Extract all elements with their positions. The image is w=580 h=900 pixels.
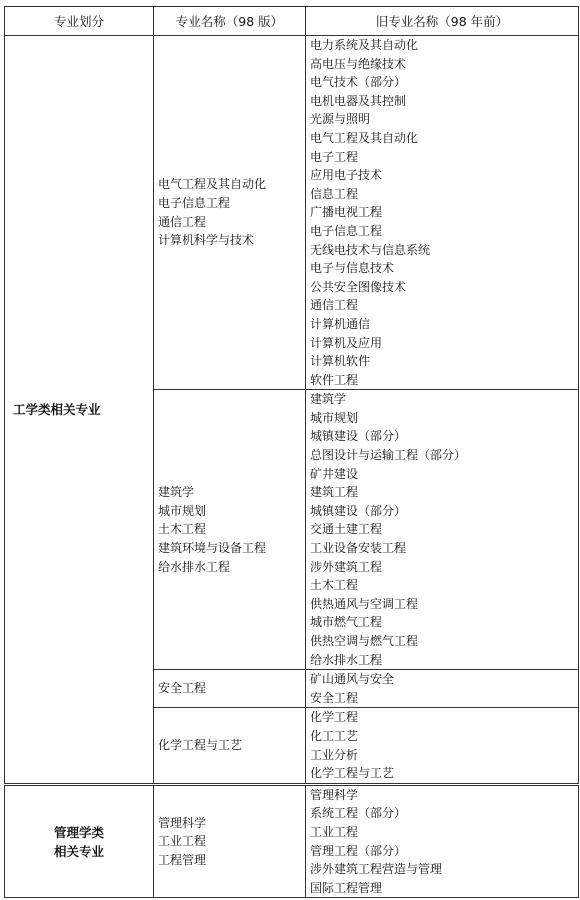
new-major-cell [154,670,306,708]
new-major-cell [154,784,306,898]
new-major-name: 土木工程 [158,522,207,537]
old-major-name: 管理工程（部分） [310,843,407,858]
category-name: 工学类相关专业 [13,401,101,417]
new-major-name: 电子信息工程 [158,196,231,211]
old-major-name: 涉外建筑工程营造与管理 [310,862,443,877]
old-major-name: 通信工程 [310,298,359,313]
category-name: 管理学类 [53,824,104,840]
old-major-name: 土木工程 [310,578,359,593]
old-major-name: 系统工程（部分） [310,806,407,821]
old-major-name: 电气技术（部分） [310,75,407,90]
old-major-name: 电力系统及其自动化 [310,38,419,52]
old-major-name: 电子工程 [310,149,359,164]
old-major-name: 矿井建设 [310,466,359,481]
category-name: 相关专业 [53,843,104,859]
header-new-major: 专业名称（98 版） [154,7,306,36]
new-major-name: 化学工程与工艺 [158,738,243,753]
old-major-name: 软件工程 [310,372,359,387]
old-major-name: 电机电器及其控制 [310,93,407,108]
old-major-name: 高电压与绝缘技术 [310,56,407,71]
old-major-name: 矿山通风与安全 [310,672,395,687]
new-major-name: 给水排水工程 [158,559,231,574]
old-major-name: 城市规划 [310,410,359,425]
table-row [5,784,579,898]
new-major-name: 电气工程及其自动化 [158,177,267,192]
old-major-name: 给水排水工程 [310,652,383,667]
old-major-name: 公共安全图像技术 [310,279,407,294]
old-major-name: 电气工程及其自动化 [310,130,419,145]
new-major-name: 通信工程 [158,214,207,229]
new-major-name: 管理科学 [158,815,207,830]
old-major-name: 安全工程 [310,690,359,705]
old-major-name: 建筑工程 [310,485,359,500]
old-major-name: 供热空调与燃气工程 [310,634,419,648]
old-major-name: 光源与照明 [310,112,371,127]
new-major-name: 建筑环境与设备工程 [158,541,267,556]
old-major-name: 电子与信息技术 [310,261,395,276]
old-major-name: 管理科学 [310,787,359,802]
table-body [5,36,579,898]
old-major-name: 建筑学 [310,392,347,407]
new-major-name: 建筑学 [158,485,195,500]
old-major-name: 化学工程与工艺 [310,766,395,781]
old-major-name: 工业设备安装工程 [310,541,407,556]
category-cell [5,784,154,898]
old-major-name: 无线电技术与信息系统 [310,242,431,257]
new-major-cell [154,36,306,390]
new-major-cell [154,708,306,784]
old-major-name: 工业分析 [310,747,359,762]
old-major-name: 工业工程 [310,824,359,839]
old-major-name: 化工工艺 [310,728,359,743]
old-major-cell [306,708,579,784]
header-row [5,7,579,36]
old-major-name: 城市燃气工程 [310,615,383,630]
old-major-name: 城镇建设（部分） [310,429,407,444]
majors-table [4,6,579,898]
old-major-name: 信息工程 [310,186,359,201]
old-major-name: 计算机通信 [310,316,371,331]
old-major-name: 计算机软件 [310,354,371,369]
old-major-name: 供热通风与空调工程 [310,596,419,611]
header-category: 专业划分 [5,7,154,36]
old-major-name: 应用电子技术 [310,168,383,183]
new-major-name: 工程管理 [158,852,207,867]
old-major-cell [306,390,579,670]
old-major-name: 国际工程管理 [310,880,383,895]
old-major-name: 城镇建设（部分） [310,503,407,518]
old-major-name: 总图设计与运输工程（部分） [310,448,467,463]
old-major-name: 交通土建工程 [310,522,383,537]
old-major-name: 化学工程 [310,710,359,725]
new-major-name: 计算机科学与技术 [158,233,255,248]
new-major-name: 城市规划 [158,503,207,518]
category-cell [5,36,154,785]
old-major-name: 广播电视工程 [310,205,383,220]
table-row [5,36,579,390]
header-old-major: 旧专业名称（98 年前） [306,7,579,36]
new-major-cell [154,390,306,670]
old-major-cell [306,784,579,898]
old-major-name: 计算机及应用 [310,335,383,350]
old-major-name: 电子信息工程 [310,223,383,238]
old-major-cell [306,36,579,390]
new-major-name: 工业工程 [158,834,207,849]
old-major-cell [306,670,579,708]
old-major-name: 涉外建筑工程 [310,559,383,574]
new-major-name: 安全工程 [158,681,207,696]
